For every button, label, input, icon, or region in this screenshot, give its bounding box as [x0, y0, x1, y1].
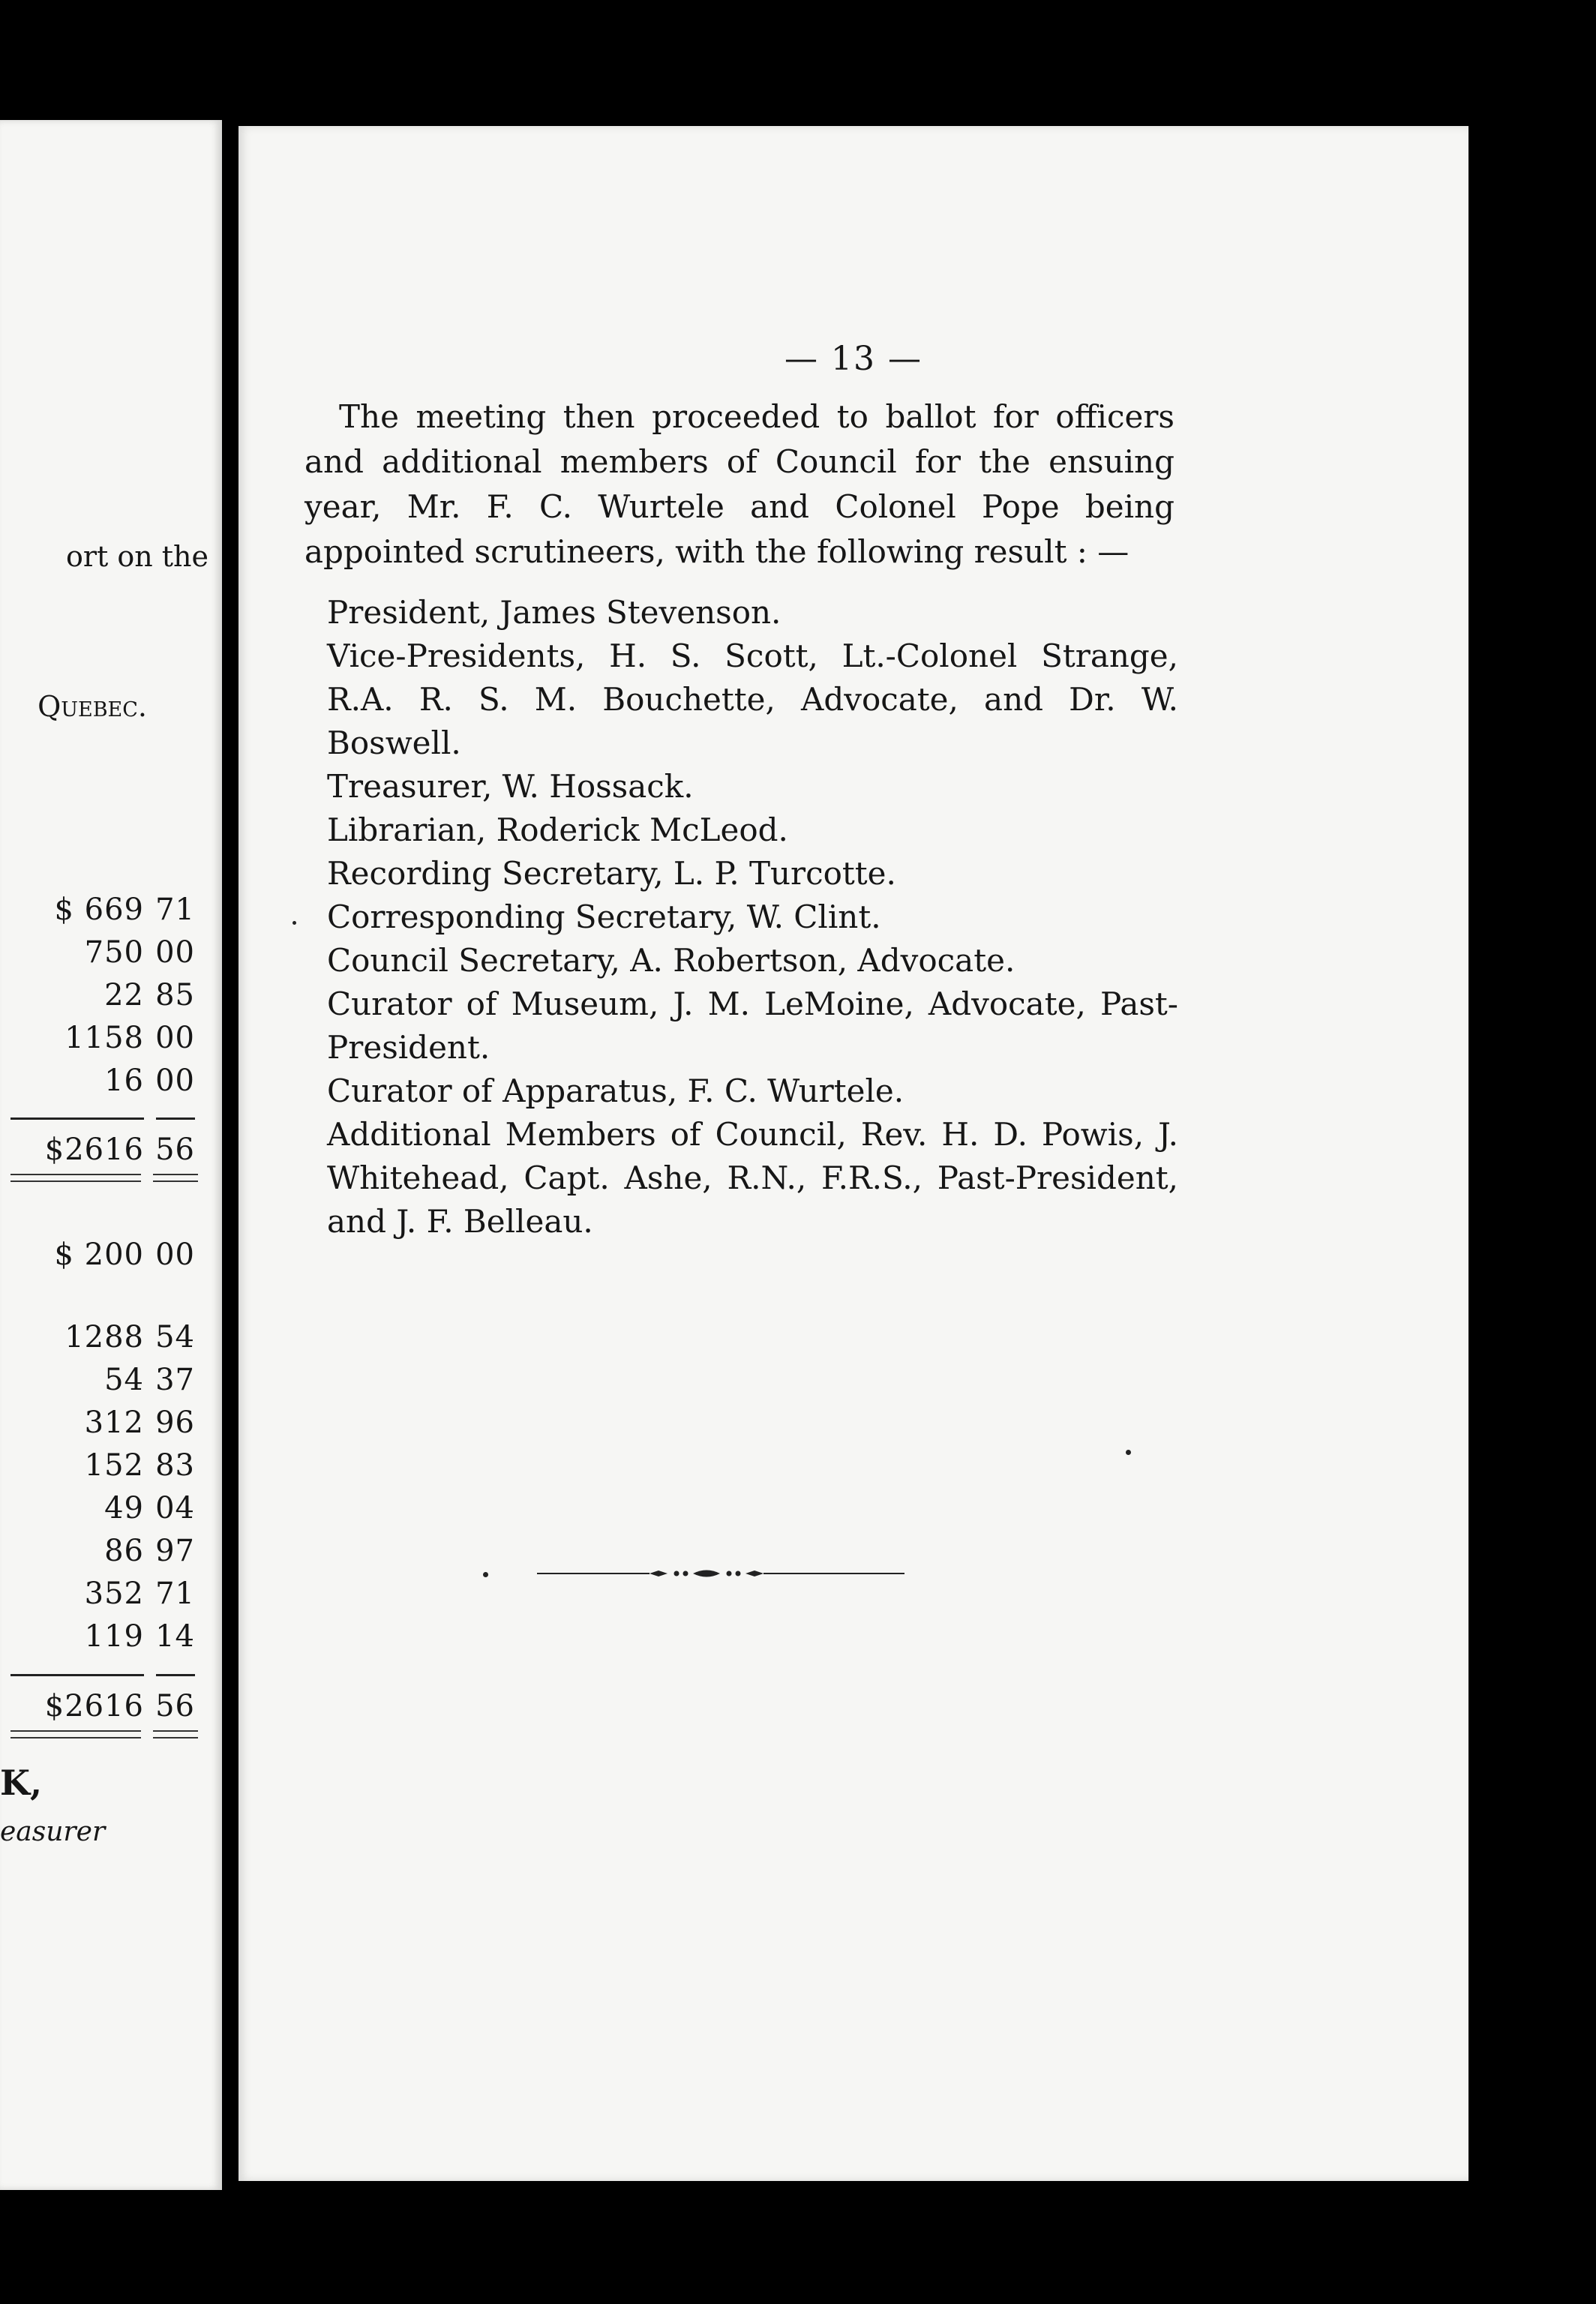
amount-dollars: 49 — [104, 1491, 144, 1526]
amount-dollars: 16 — [104, 1064, 144, 1098]
amount-cents: 00 — [155, 935, 195, 970]
speck — [483, 1572, 488, 1577]
amount-cents: 56 — [155, 1689, 195, 1724]
page-number: — 13 — — [784, 340, 922, 378]
officer-entry: Curator of Apparatus, F. C. Wurtele. — [327, 1072, 904, 1109]
amount-dollars: 54 — [104, 1363, 144, 1397]
amount-cents: 00 — [155, 1064, 195, 1098]
right-page — [238, 126, 1468, 2181]
officer-entry: Treasurer, W. Hossack. — [327, 768, 694, 805]
amount-dollars: $2616 — [44, 1689, 144, 1724]
amount-dollars: $2616 — [44, 1132, 144, 1167]
officer-entry: Curator of Museum, J. M. LeMoine, Advocate, Past-President. — [327, 986, 1178, 1066]
amount-dollars: 1288 — [64, 1320, 144, 1354]
amount-dollars: 1158 — [64, 1021, 144, 1055]
officers-list — [327, 591, 1178, 1244]
amount-cents: 37 — [155, 1363, 195, 1397]
amount-cents: 96 — [155, 1406, 195, 1440]
officer-entry: Additional Members of Council, Rev. H. D. Powis, J. Whitehead, Capt. Ashe, R.N., F.R.S., Past-President, and J. F. Belleau. — [327, 1116, 1178, 1240]
amount-cents: 04 — [155, 1491, 195, 1526]
amount-cents: 71 — [155, 892, 195, 927]
signature-name: K, — [0, 1762, 42, 1803]
sum-rule-cents — [156, 1674, 195, 1676]
officer-entry: Vice-Presidents, H. S. Scott, Lt.-Colonel Strange, R.A. R. S. M. Bouchette, Advocate, and Dr. W. Boswell. — [327, 638, 1178, 761]
amount-dollars: 22 — [104, 978, 144, 1012]
speck — [292, 921, 296, 925]
amount-dollars: $ 200 — [54, 1238, 144, 1272]
amount-cents: 83 — [155, 1448, 195, 1483]
officer-entry: Corresponding Secretary, W. Clint. — [327, 898, 881, 935]
speck — [1126, 1450, 1131, 1455]
left-page-text-line: ort on the — [65, 540, 208, 573]
sum-rule — [10, 1118, 144, 1120]
left-page — [0, 120, 222, 2190]
sum-rule — [10, 1674, 144, 1676]
amount-cents: 56 — [155, 1132, 195, 1167]
amount-dollars: 312 — [84, 1406, 144, 1440]
total-double-rule — [10, 1174, 141, 1182]
amount-cents: 54 — [155, 1320, 195, 1354]
amount-cents: 14 — [155, 1619, 195, 1654]
ornament-divider — [537, 1566, 904, 1581]
signature-title: easurer — [0, 1816, 106, 1847]
officer-entry: Recording Secretary, L. P. Turcotte. — [327, 855, 896, 892]
sum-rule-cents — [156, 1118, 195, 1120]
officer-entry: Council Secretary, A. Robertson, Advocate. — [327, 942, 1016, 979]
amount-cents: 00 — [155, 1021, 195, 1055]
amount-cents: 71 — [155, 1576, 195, 1611]
total-double-rule — [10, 1730, 141, 1738]
total-double-rule-cents — [153, 1174, 198, 1182]
amount-cents: 00 — [155, 1238, 195, 1272]
left-page-text-line: Quebec. — [38, 690, 147, 723]
intro-paragraph: The meeting then proceeded to ballot for officers and additional members of Council for the ensuing year, Mr. F. C. Wurtele and Colonel Pope being appointed scrutineers, with the following result : — — [304, 398, 1174, 570]
officer-entry: Librarian, Roderick McLeod. — [327, 812, 788, 848]
total-double-rule-cents — [153, 1730, 198, 1738]
amount-dollars: 750 — [84, 935, 144, 970]
amount-cents: 97 — [155, 1534, 195, 1568]
amount-dollars: 119 — [84, 1619, 144, 1654]
amount-dollars: 152 — [84, 1448, 144, 1483]
amount-cents: 85 — [155, 978, 195, 1012]
amount-dollars: 352 — [84, 1576, 144, 1611]
amount-dollars: 86 — [104, 1534, 144, 1568]
amount-dollars: $ 669 — [54, 892, 144, 927]
officer-entry: President, James Stevenson. — [327, 594, 782, 631]
